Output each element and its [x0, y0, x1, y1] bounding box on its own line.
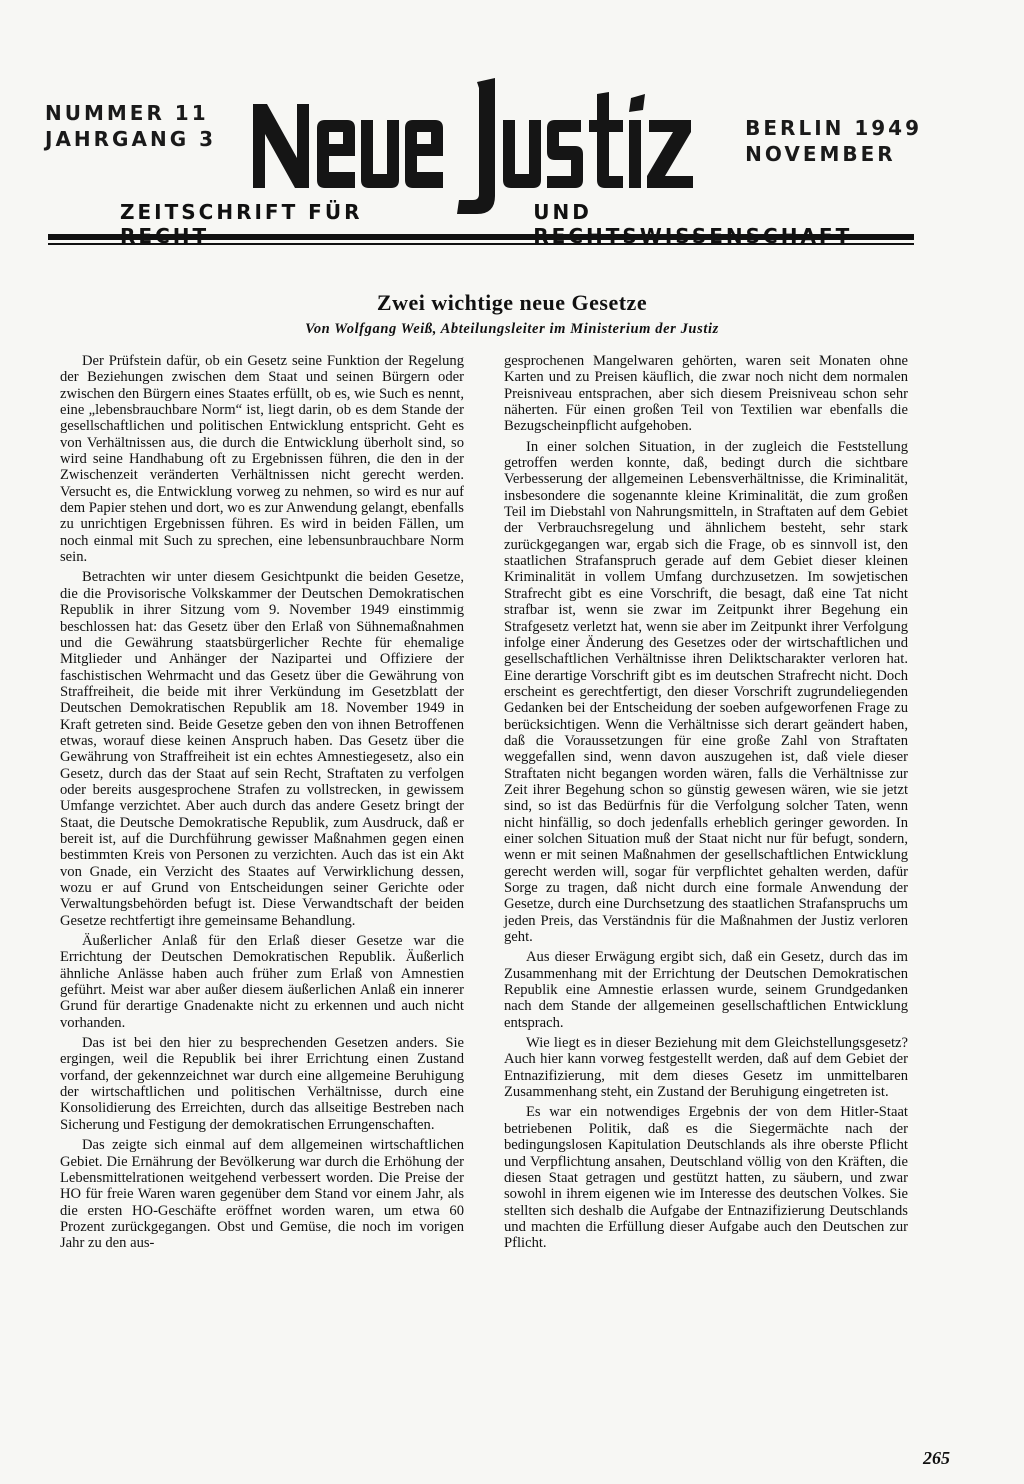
paragraph: Der Prüfstein dafür, ob ein Gesetz seine Funktion der Regelung der Beziehungen zwischen dem Staat und seinen Bürgern oder zwischen den Bürgern eines Staates erfüllt, ob es, wie Such es nennt, eine „lebensbrauchbare Norm“ ist, liegt darin, ob es dem Stande der gesellschaftlichen und politischen Entwicklung entspricht. Geht es von Verhältnissen aus, die durch die Entwicklung überholt sind, so wird seine Handhabung oft zu Ergebnissen führen, die den in der Zwischenzeit veränderten Verhältnissen nicht gerecht werden. Versucht es, die Entwicklung vorweg zu nehmen, so wird es nur auf dem Papier stehen und dort, wo es zur Anwendung gelangt, ebenfalls zu unrichtigen Ergebnissen führen. Es wird in beiden Fällen, um noch einmal mit Such zu sprechen, eine lebensunbrauchbare Norm sein. — [60, 353, 464, 566]
header-rule-thick — [48, 234, 914, 240]
masthead-subtitle — [120, 200, 900, 248]
left-column — [60, 353, 464, 1256]
month: NOVEMBER — [745, 142, 896, 166]
paragraph: Es war ein notwendiges Ergebnis der von dem Hitler-Staat betriebenen Politik, daß es die Siegermächte nach der bedingungslosen Kapitulation Deutschlands als ihre oberste Pflicht und Verpflichtung ansahen, Deutschland völlig von den Kräften, die diesen Staat getragen und gestützt hatten, zu säubern, und zwar sowohl in ihrem eigenen wie im Interesse des deutschen Volkes. Sie stellten sich deshalb die Aufgabe der Entnazifizierung Deutschlands und machten die Erfüllung dieser Aufgabe auch den Deutschen zur Pflicht. — [504, 1104, 908, 1252]
subtitle-right: UND — [533, 200, 592, 224]
place-year: BERLIN 1949 — [745, 116, 922, 140]
right-column — [504, 353, 908, 1256]
article-title: Zwei wichtige neue Gesetze — [376, 290, 648, 315]
page-number: 265 — [923, 1448, 950, 1468]
issue-number: NUMMER 11 — [45, 101, 209, 125]
subtitle-left: ZEITSCHRIFT FÜR — [120, 200, 363, 224]
article-byline: Von Wolfgang Weiß, Abteilungsleiter im Ministerium der Justiz — [305, 321, 719, 337]
paragraph: Das zeigte sich einmal auf dem allgemeinen wirtschaftlichen Gebiet. Die Ernährung der Bevölkerung war durch die Erhöhung der Lebensmittelrationen weitgehend verbessert worden. Die Preise der HO für freie Waren waren gegenüber dem Stand vor einem Jahr, als die ersten HO-Geschäfte eröffnet worden waren, um etwa 60 Prozent zurückgegangen. Obst und Gemüse, die noch im vorigen Jahr zu den aus- — [60, 1137, 464, 1252]
paragraph: gesprochenen Mangelwaren gehörten, waren seit Monaten ohne Karten und zu Preisen käuflich, die zwar noch nicht dem normalen Preisniveau entsprachen, aber sich diesem Preisniveau schon sehr näherten. Für einen großen Teil von Textilien war ebenfalls die Bezugscheinpflicht aufgehoben. — [504, 353, 908, 435]
neue-justiz-logo — [245, 68, 725, 218]
paragraph: Aus dieser Erwägung ergibt sich, daß ein Gesetz, durch das im Zusammenhang mit der Errichtung der Deutschen Demokratischen Republik eine Amnestie erlassen wurde, seinem Grundgedanken nach dem Stande der allgemeinen gesellschaftlichen Entwicklung entsprach. — [504, 949, 908, 1031]
paragraph: In einer solchen Situation, in der zugleich die Feststellung getroffen werden konnte, daß, bedingt durch die sichtbare Verbesserung der allgemeinen Lebensverhältnisse, die Kriminalität, insbesondere die sogenannte kleine Kriminalität, die zum großen Teil im Diebstahl von Nahrungsmitteln, in Straftaten auf dem Gebiet der Verbrauchsregelung und ähnlichem besteht, sehr stark zurückgegangen war, ergab sich die Frage, ob es sinnvoll ist, den staatlichen Strafanspruch gerade auf dem Gebiet dieser kleinen Kriminalität in vollem Umfang durchzusetzen. Im sowjetischen Strafrecht gibt es eine Vorschrift, die besagt, daß eine Tat nicht strafbar ist, wenn sie zwar im Zeitpunkt ihrer Begehung ein Strafgesetz verletzt hat, wenn sie aber im Zeitpunkt ihrer Verfolgung infolge einer Änderung des Gesetzes oder der wirtschaftlichen und gesellschaftlichen Verhältnisse ihren Deliktscharakter verloren hat. Eine derartige Vorschrift gibt es im deutschen Strafrecht nicht. Doch erscheint es gerechtfertigt, den dieser Vorschrift zugrundeliegenden Gedanken bei der Entscheidung der soeben aufgeworfenen Frage zu berücksichtigen. Wenn die Verhältnisse sich derart geändert haben, daß die Voraussetzungen für eine große Zahl von Straftaten weggefallen sind, wenn davon auszugehen ist, daß viele dieser Straftaten nicht begangen worden wären, falls die Verhältnisse zur Zeit ihrer Begehung schon so günstig gewesen wären, wie sie jetzt sind, so ist das Bedürfnis für die Verfolgung solcher Taten, wenn nicht hinfällig, so doch jedenfalls erheblich geringer geworden. In einer solchen Situation muß der Staat nicht nur für befugt, sondern, wenn er mit seinen Maßnahmen der gesellschaftlichen Entwicklung gerecht werden will, sogar für verpflichtet gehalten werden, dafür Sorge zu tragen, daß nicht durch eine formale Anwendung der Gesetze, durch eine Durchsetzung des staatlichen Strafanspruchs um jeden Preis, das Verständnis für die Maßnahmen der Justiz verloren geht. — [504, 438, 908, 946]
paragraph: Äußerlicher Anlaß für den Erlaß dieser Gesetze war die Errichtung der Deutschen Demokratischen Republik. Äußerlich ähnliche Anlässe haben auch früher zum Erlaß von Amnestien geführt. Meist war aber außer diesem äußerlichen Anlaß ein innerer Grund für derartige Gnadenakte nicht zu erkennen und auch nicht vorhanden. — [60, 933, 464, 1031]
paragraph: Wie liegt es in dieser Beziehung mit dem Gleichstellungsgesetz? Auch hier kann vorweg festgestellt werden, daß auf dem Gebiet der Entnazifizierung, mit dem dieses Gesetz im unmittelbaren Zusammenhang steht, ein Zustand der Beruhigung eingetreten ist. — [504, 1035, 908, 1101]
header-rule-thin — [48, 243, 914, 245]
issue-volume: JAHRGANG 3 — [45, 127, 216, 151]
paragraph: Das ist bei den hier zu besprechenden Gesetzen anders. Sie ergingen, weil die Republik bei ihrer Errichtung einen Zustand vorfand, der gekennzeichnet war durch eine allgemeine Beruhigung der wirtschaftlichen und politischen Verhältnisse, durch eine Konsolidierung des Erreichten, durch das allseitige Bestreben nach Sicherung und Festigung der demokratischen Errungenschaften. — [60, 1035, 464, 1133]
issue-info — [45, 100, 216, 152]
place-date — [745, 115, 922, 167]
paragraph: Betrachten wir unter diesem Gesichtpunkt die beiden Gesetze, die die Provisorische Volkskammer der Deutschen Demokratischen Republik in ihrer Sitzung vom 9. November 1949 einstimmig beschlossen hat: das Gesetz über den Erlaß von Sühnemaßnahmen und die Gewährung staatsbürgerlicher Rechte für ehemalige Mitglieder und Anhänger der Nazipartei und Offiziere der faschistischen Wehrmacht und das Gesetz über die Gewährung von Straffreiheit, die beide mit ihrer Verkündung im Gesetzblatt der Deutschen Demokratischen Republik am 18. November 1949 in Kraft getreten sind. Beide Gesetze geben den von ihnen Betroffenen etwas, worauf diese keinen Anspruch haben. Das Gesetz über die Gewährung von Straffreiheit ist ein echtes Amnestiegesetz, also ein Gesetz, durch das der Staat auf sein Recht, Straftaten zu verfolgen oder bereits ausgesprochene Strafen zu vollstrecken, in gewissem Umfange verzichtet. Aber auch durch das andere Gesetz bringt der Staat, die Deutsche Demokratische Republik, zum Ausdruck, daß er bereit ist, auf die Durchführung gewisser Maßnahmen gegen einen bestimmten Kreis von Personen zu verzichten. Auch das ist ein Akt von Gnade, ein Verzicht des Staates auf Verwirklichung dessen, wozu er auf Grund von Entscheidungen seiner Gerichte oder Verwaltungsbehörden befugt ist. Diese Verwandtschaft der beiden Gesetze rechtfertigt ihre gemeinsame Behandlung. — [60, 569, 464, 929]
